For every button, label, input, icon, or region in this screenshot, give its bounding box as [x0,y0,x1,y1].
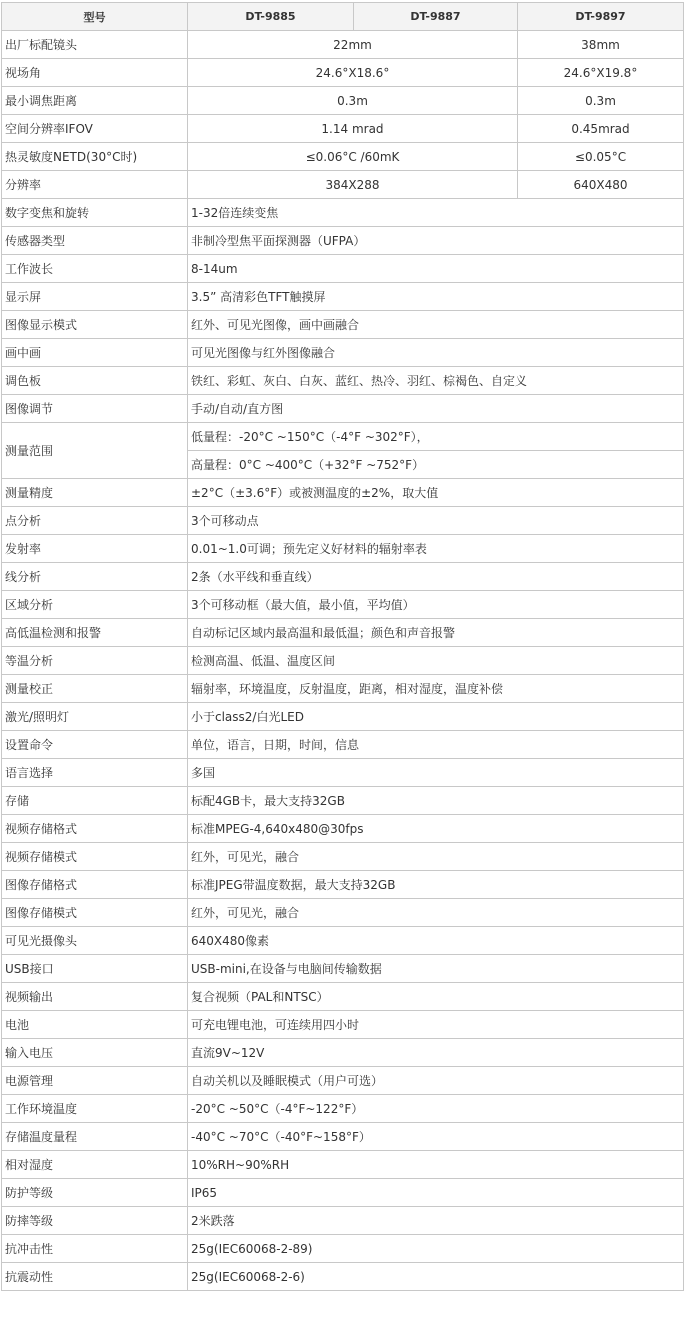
spec-row [2,1095,684,1123]
spec-label: 图像存储模式 [2,899,188,927]
spec-label: 视频输出 [2,983,188,1011]
header-model-dt9887: DT-9887 [354,3,518,31]
spec-label: 测量校正 [2,675,188,703]
spec-label: 分辨率 [2,171,188,199]
spec-value: 自动关机以及睡眠模式（用户可选） [188,1067,684,1095]
spec-value: 可充电锂电池，可连续用四小时 [188,1011,684,1039]
spec-label: 图像存储格式 [2,871,188,899]
spec-value: 2米跌落 [188,1207,684,1235]
spec-row [2,199,684,227]
spec-label: 抗震动性 [2,1263,188,1291]
spec-label: 点分析 [2,507,188,535]
spec-row [2,311,684,339]
spec-value: 辐射率，环境温度，反射温度，距离，相对湿度，温度补偿 [188,675,684,703]
spec-label: 测量精度 [2,479,188,507]
spec-label: 工作环境温度 [2,1095,188,1123]
spec-value-dt9897: 640X480 [518,171,684,199]
spec-value-dt9897: 0.45mrad [518,115,684,143]
spec-value: 单位，语言，日期，时间，信息 [188,731,684,759]
spec-value: 标准JPEG带温度数据，最大支持32GB [188,871,684,899]
spec-label: 测量范围 [2,423,188,479]
spec-label: 画中画 [2,339,188,367]
spec-value: 可见光图像与红外图像融合 [188,339,684,367]
spec-row [2,955,684,983]
header-model-label: 型号 [2,3,188,31]
header-model-dt9897: DT-9897 [518,3,684,31]
spec-row [2,339,684,367]
spec-value: 25g(IEC60068-2-89) [188,1235,684,1263]
spec-table [1,2,684,1291]
spec-row [2,1011,684,1039]
spec-row [2,787,684,815]
spec-label: 电源管理 [2,1067,188,1095]
spec-value: 铁红、彩虹、灰白、白灰、蓝红、热冷、羽红、棕褐色、自定义 [188,367,684,395]
spec-value: 小于class2/白光LED [188,703,684,731]
spec-label: 输入电压 [2,1039,188,1067]
spec-row [2,171,684,199]
spec-value: 红外，可见光，融合 [188,899,684,927]
spec-row [2,479,684,507]
spec-value: 10%RH~90%RH [188,1151,684,1179]
range-low-value: 低量程：-20°C ~150°C（-4°F ~302°F）， [188,423,684,451]
spec-row [2,115,684,143]
spec-label: 相对湿度 [2,1151,188,1179]
spec-row [2,1039,684,1067]
spec-row [2,507,684,535]
spec-row [2,367,684,395]
spec-label: 区域分析 [2,591,188,619]
spec-row [2,591,684,619]
spec-label: 电池 [2,1011,188,1039]
spec-value-dt9885-dt9887: 0.3m [188,87,518,115]
spec-label: 激光/照明灯 [2,703,188,731]
spec-row-range [2,423,684,451]
spec-row [2,1151,684,1179]
spec-row [2,143,684,171]
spec-row [2,395,684,423]
spec-value-dt9897: 38mm [518,31,684,59]
spec-value-dt9897: 0.3m [518,87,684,115]
spec-row [2,1235,684,1263]
header-model-dt9885: DT-9885 [188,3,354,31]
spec-row [2,1179,684,1207]
spec-label: 视场角 [2,59,188,87]
spec-row [2,759,684,787]
spec-value: -40°C ~70°C（-40°F~158°F） [188,1123,684,1151]
spec-row [2,87,684,115]
spec-label: 防摔等级 [2,1207,188,1235]
spec-row [2,899,684,927]
spec-label: 调色板 [2,367,188,395]
spec-body [2,31,684,1291]
spec-row [2,927,684,955]
spec-label: 显示屏 [2,283,188,311]
spec-value-dt9885-dt9887: 1.14 mrad [188,115,518,143]
spec-row [2,31,684,59]
spec-row [2,675,684,703]
spec-value-dt9897: 24.6°X19.8° [518,59,684,87]
spec-row [2,283,684,311]
spec-value-dt9885-dt9887: 24.6°X18.6° [188,59,518,87]
spec-value: 3个可移动框（最大值，最小值，平均值） [188,591,684,619]
spec-value: 红外、可见光图像，画中画融合 [188,311,684,339]
spec-value: IP65 [188,1179,684,1207]
spec-label: 等温分析 [2,647,188,675]
spec-label: 数字变焦和旋转 [2,199,188,227]
spec-row [2,619,684,647]
spec-value: 多国 [188,759,684,787]
spec-value-dt9885-dt9887: ≤0.06°C /60mK [188,143,518,171]
spec-row [2,983,684,1011]
header-row [2,3,684,31]
spec-label: 语言选择 [2,759,188,787]
spec-value-dt9885-dt9887: 22mm [188,31,518,59]
spec-label: 传感器类型 [2,227,188,255]
spec-label: USB接口 [2,955,188,983]
spec-value: 25g(IEC60068-2-6) [188,1263,684,1291]
spec-row [2,535,684,563]
spec-label: 出厂标配镜头 [2,31,188,59]
spec-value: 标准MPEG-4,640x480@30fps [188,815,684,843]
spec-label: 防护等级 [2,1179,188,1207]
spec-value: 复合视频（PAL和NTSC） [188,983,684,1011]
spec-value: 8-14um [188,255,684,283]
spec-value: 标配4GB卡，最大支持32GB [188,787,684,815]
spec-value: 直流9V~12V [188,1039,684,1067]
spec-label: 抗冲击性 [2,1235,188,1263]
spec-value: 自动标记区域内最高温和最低温；颜色和声音报警 [188,619,684,647]
spec-value: 检测高温、低温、温度区间 [188,647,684,675]
spec-label: 高低温检测和报警 [2,619,188,647]
spec-label: 热灵敏度NETD(30°C时) [2,143,188,171]
spec-value: -20°C ~50°C（-4°F~122°F） [188,1095,684,1123]
spec-label: 最小调焦距离 [2,87,188,115]
spec-row [2,871,684,899]
spec-label: 可见光摄像头 [2,927,188,955]
spec-value-dt9897: ≤0.05°C [518,143,684,171]
spec-value: 3.5” 高清彩色TFT触摸屏 [188,283,684,311]
spec-value: ±2°C（±3.6°F）或被测温度的±2%，取大值 [188,479,684,507]
spec-row [2,703,684,731]
spec-row [2,563,684,591]
spec-value: 红外，可见光，融合 [188,843,684,871]
spec-label: 空间分辨率IFOV [2,115,188,143]
spec-label: 发射率 [2,535,188,563]
spec-row [2,843,684,871]
range-high-value: 高量程：0°C ~400°C（+32°F ~752°F） [188,451,684,479]
spec-value: 1-32倍连续变焦 [188,199,684,227]
spec-label: 线分析 [2,563,188,591]
spec-row [2,1263,684,1291]
spec-value: 手动/自动/直方图 [188,395,684,423]
spec-value: 3个可移动点 [188,507,684,535]
spec-label: 图像显示模式 [2,311,188,339]
spec-row [2,1123,684,1151]
spec-label: 存储温度量程 [2,1123,188,1151]
spec-value: 640X480像素 [188,927,684,955]
spec-label: 工作波长 [2,255,188,283]
spec-value: USB-mini,在设备与电脑间传输数据 [188,955,684,983]
spec-label: 图像调节 [2,395,188,423]
spec-row [2,255,684,283]
spec-value: 非制冷型焦平面探测器（UFPA） [188,227,684,255]
spec-label: 设置命令 [2,731,188,759]
spec-value-dt9885-dt9887: 384X288 [188,171,518,199]
spec-label: 视频存储模式 [2,843,188,871]
spec-row [2,647,684,675]
spec-row [2,731,684,759]
spec-row [2,1067,684,1095]
spec-row [2,59,684,87]
spec-label: 存储 [2,787,188,815]
spec-value: 0.01~1.0可调；预先定义好材料的辐射率表 [188,535,684,563]
spec-row [2,815,684,843]
spec-value: 2条（水平线和垂直线） [188,563,684,591]
spec-row [2,227,684,255]
spec-row [2,1207,684,1235]
spec-label: 视频存储格式 [2,815,188,843]
